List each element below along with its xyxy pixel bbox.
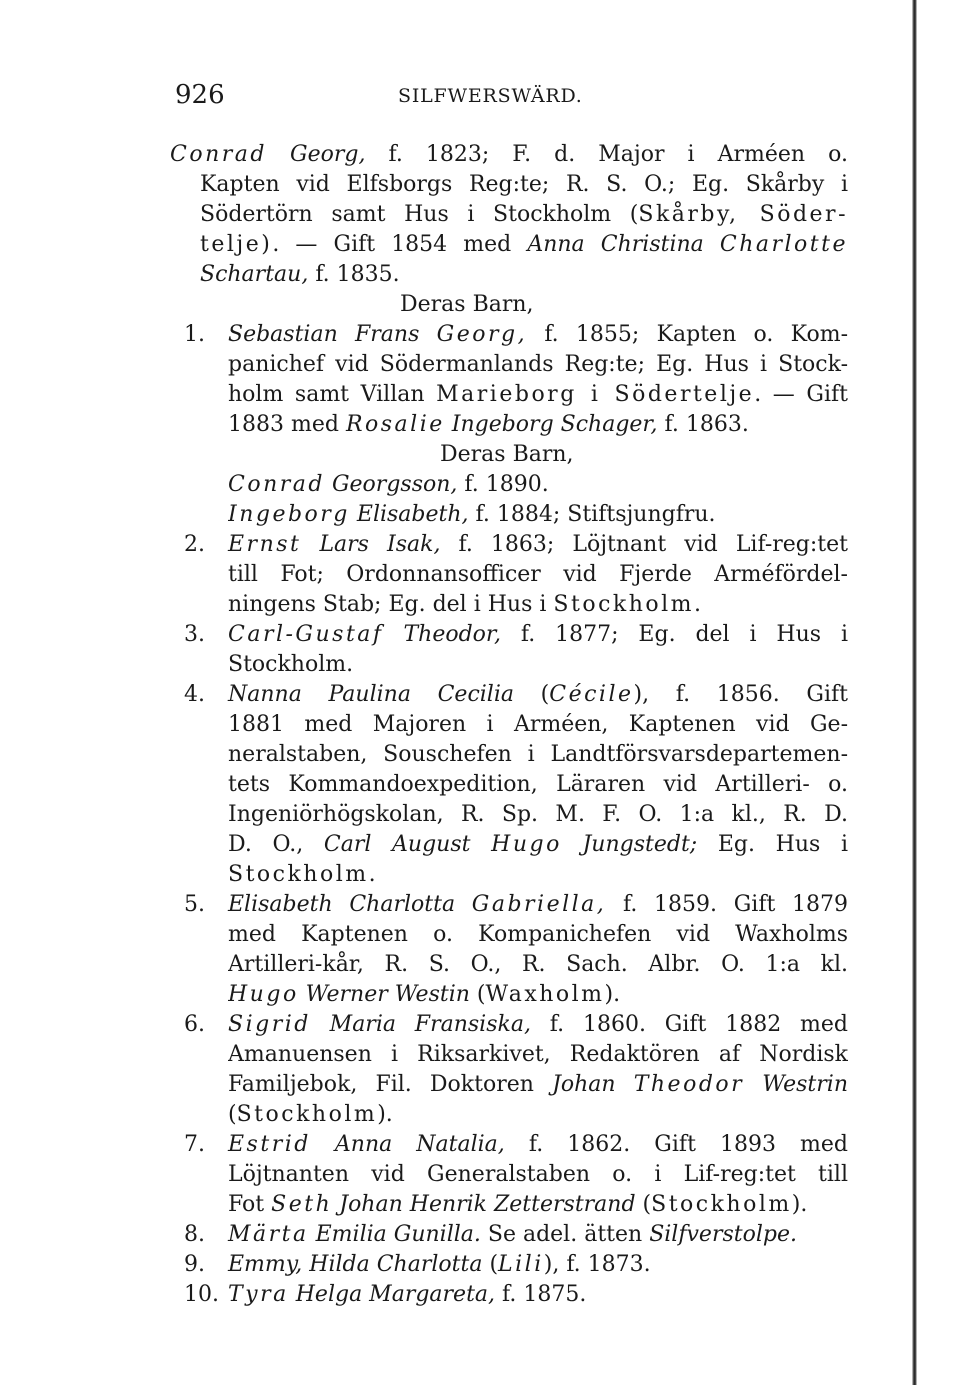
italic-name-text: Silfverstolpe. <box>649 1222 797 1247</box>
child-number: 10. <box>184 1282 219 1307</box>
text-segment: Artilleri-kår, R. S. O., R. Sach. Albr. O. 1:a kl. <box>228 952 848 977</box>
text-segment: ( <box>514 682 550 707</box>
page-number: 926 <box>175 80 225 110</box>
italic-name-text: Anna Natalia, <box>310 1132 505 1157</box>
italic-name-text: Helga Margareta, <box>288 1282 496 1307</box>
child-entry <box>0 1010 956 1130</box>
text-segment: Kapten vid Elfsborgs Reg:te; R. S. O.; Eg. Skårby i <box>200 172 848 197</box>
text-line <box>200 260 848 290</box>
text-segment: ( <box>228 1102 237 1127</box>
text-segment: 1883 med <box>228 412 346 437</box>
child-number: 7. <box>184 1132 205 1157</box>
text-segment: Södertörn samt Hus i Stockholm ( <box>200 202 639 227</box>
text-line <box>228 1190 848 1220</box>
text-segment: . — Gift 1854 med <box>272 232 528 257</box>
text-segment: Ingeniörhögskolan, R. Sp. M. F. O. 1:a kl., R. D. <box>228 802 848 827</box>
italic-name-text: Werner Westin <box>298 982 470 1007</box>
child-number: 9. <box>184 1252 205 1277</box>
text-line <box>228 650 848 680</box>
italic-name-text: Charlotte <box>719 232 848 257</box>
italic-name-text: Nanna Paulina Cecilia <box>228 682 514 707</box>
child-entry <box>0 1220 956 1250</box>
italic-name-text: Johan Henrik Zetterstrand <box>332 1192 636 1217</box>
text-segment: Se adel. ätten <box>480 1222 650 1247</box>
italic-name-text: Jungstedt; <box>561 832 698 857</box>
child-number: 6. <box>184 1012 205 1037</box>
page-text <box>0 140 956 1310</box>
text-segment: ). <box>604 982 621 1007</box>
text-line <box>228 860 848 890</box>
child-number: 4. <box>184 682 205 707</box>
text-segment: Skårby, Söder- <box>638 202 848 227</box>
section-heading: Deras Barn, <box>440 442 574 467</box>
text-segment: f. 1855; Kapten o. Kom- <box>527 322 848 347</box>
text-line <box>184 890 848 920</box>
italic-name-text: Schartau, <box>200 262 309 287</box>
italic-name-text: Lars Isak, <box>301 532 441 557</box>
text-line <box>184 1250 848 1280</box>
italic-name-text: Theodor <box>633 1072 745 1097</box>
text-line <box>184 620 848 650</box>
text-segment: f. 1823; F. d. Major i Arméen o. <box>365 142 848 167</box>
text-line <box>228 740 848 770</box>
text-line <box>228 500 848 530</box>
running-head-title: SILFWERSWÄRD. <box>398 85 583 107</box>
italic-name-text: Elisabeth Charlotta <box>228 892 472 917</box>
child-entry <box>0 1280 956 1310</box>
text-segment: holm samt Villan <box>228 382 437 407</box>
italic-name-text: Sigrid <box>228 1012 311 1037</box>
italic-name-text: Johan <box>552 1072 634 1097</box>
text-segment: panichef vid Södermanlands Reg:te; Eg. Hus i Stock- <box>228 352 848 377</box>
child-number: 3. <box>184 622 205 647</box>
text-segment: Eg. Hus i <box>697 832 848 857</box>
text-segment: Fot <box>228 1192 272 1217</box>
text-segment: f. 1860. Gift 1882 med <box>530 1012 848 1037</box>
italic-name-text: Ingeborg <box>228 502 350 527</box>
text-segment: D. O., <box>228 832 324 857</box>
grandchild-entry <box>0 470 956 500</box>
running-header <box>0 80 956 110</box>
italic-name-text: Emilia Gunilla. <box>308 1222 481 1247</box>
text-line <box>228 980 848 1010</box>
text-line <box>228 410 848 440</box>
text-line <box>184 1010 848 1040</box>
child-entry <box>0 1130 956 1220</box>
italic-name-text: Lili <box>498 1252 544 1277</box>
text-line <box>184 680 848 710</box>
italic-name-text: Hugo <box>491 832 562 857</box>
text-line <box>170 140 848 170</box>
child-number: 8. <box>184 1222 205 1247</box>
text-segment: f. 1877; Eg. del i Hus i <box>501 622 848 647</box>
text-segment: Stockholm <box>236 1102 378 1127</box>
child-number: 2. <box>184 532 205 557</box>
italic-name-text: Ernst <box>228 532 302 557</box>
italic-name-text: Maria Fransiska, <box>310 1012 531 1037</box>
text-segment: Waxholm <box>485 982 605 1007</box>
text-line <box>228 770 848 800</box>
text-segment: f. 1875. <box>495 1282 587 1307</box>
child-entry <box>0 530 956 620</box>
text-line <box>200 170 848 200</box>
person-entry <box>0 140 956 290</box>
text-segment: Stockholm. <box>228 652 354 677</box>
text-line <box>184 320 848 350</box>
child-entry <box>0 680 956 890</box>
child-entry <box>0 620 956 680</box>
italic-name-text: Georg, <box>266 142 366 167</box>
italic-name-text: Ingeborg Schager, <box>444 412 658 437</box>
child-entry <box>0 320 956 530</box>
text-segment: ( <box>469 982 486 1007</box>
italic-name-text: Elisabeth, <box>349 502 469 527</box>
text-segment: ( <box>482 1252 499 1277</box>
italic-name-text: Conrad <box>170 142 267 167</box>
text-segment: ( <box>635 1192 652 1217</box>
text-line <box>228 560 848 590</box>
text-segment: Löjtnanten vid Generalstaben o. i Lif-reg:tet till <box>228 1162 848 1187</box>
text-segment: f. 1890. <box>457 472 549 497</box>
text-line <box>200 230 848 260</box>
text-segment: med Kaptenen o. Kompanichefen vid Waxholms <box>228 922 848 947</box>
italic-name-text: Cécile <box>549 682 634 707</box>
text-segment: f. 1884; Stiftsjungfru. <box>468 502 716 527</box>
text-segment: f. 1862. Gift 1893 med <box>504 1132 848 1157</box>
text-segment: till Fot; Ordonnansofficer vid Fjerde Arméfördel- <box>228 562 848 587</box>
text-line <box>228 470 848 500</box>
text-line <box>228 710 848 740</box>
italic-name-text: Seth <box>271 1192 333 1217</box>
italic-name-text: Georg, <box>436 322 528 347</box>
text-line <box>228 1160 848 1190</box>
text-line <box>228 1040 848 1070</box>
text-line <box>228 920 848 950</box>
text-line <box>228 590 848 620</box>
grandchild-entry <box>0 500 956 530</box>
text-segment: f. 1863. <box>657 412 749 437</box>
text-line <box>228 350 848 380</box>
text-line <box>228 800 848 830</box>
italic-name-text: Rosalie <box>345 412 445 437</box>
text-segment: f. 1863; Löjtnant vid Lif-reg:tet <box>440 532 848 557</box>
text-line <box>228 1070 848 1100</box>
italic-name-text: Anna Christina <box>527 232 720 257</box>
text-segment: ). <box>377 1102 393 1127</box>
text-line <box>184 1220 848 1250</box>
text-line <box>184 530 848 560</box>
italic-name-text: Emmy, Hilda Charlotta <box>228 1252 483 1277</box>
text-line <box>228 380 848 410</box>
child-number: 5. <box>184 892 205 917</box>
text-segment: f. 1835. <box>308 262 400 287</box>
child-entry <box>0 1250 956 1280</box>
italic-name-text: Westrin <box>744 1072 848 1097</box>
text-segment: Marieborg i Södertelje <box>436 382 755 407</box>
italic-name-text: Märta <box>228 1222 309 1247</box>
italic-name-text: Carl August <box>323 832 492 857</box>
text-segment: Stockholm. <box>553 592 704 617</box>
text-segment: ningens Stab; Eg. del i Hus i <box>228 592 554 617</box>
text-line <box>228 830 848 860</box>
text-line <box>200 200 848 230</box>
text-segment: Amanuensen i Riksarkivet, Redaktören af Nordisk <box>228 1042 848 1067</box>
text-line <box>184 1280 848 1310</box>
italic-name-text: Estrid <box>228 1132 311 1157</box>
italic-name-text: Tyra <box>228 1282 289 1307</box>
text-segment: 1881 med Majoren i Arméen, Kaptenen vid Ge- <box>228 712 848 737</box>
child-entry <box>0 890 956 1010</box>
text-segment: tets Kommandoexpedition, Läraren vid Artilleri- o. <box>228 772 848 797</box>
text-segment: Familjebok, Fil. Doktoren <box>228 1072 553 1097</box>
italic-name-text: Hugo <box>228 982 299 1007</box>
child-number: 1. <box>184 322 205 347</box>
italic-name-text: Georgsson, <box>324 472 458 497</box>
section-heading: Deras Barn, <box>400 292 534 317</box>
text-segment: ), f. 1873. <box>543 1252 651 1277</box>
italic-name-text: Conrad <box>228 472 325 497</box>
italic-name-text: Gabriella, <box>471 892 607 917</box>
italic-name-text: Theodor, <box>383 622 501 647</box>
text-segment: telje) <box>200 232 273 257</box>
text-segment: ), f. 1856. Gift <box>633 682 848 707</box>
text-line <box>184 1130 848 1160</box>
text-segment: Stockholm <box>651 1192 792 1217</box>
text-segment: f. 1859. Gift 1879 <box>606 892 848 917</box>
text-line <box>228 1100 848 1130</box>
text-segment: . — Gift <box>754 382 848 407</box>
text-segment: Stockholm. <box>228 862 379 887</box>
italic-name-text: Carl-Gustaf <box>228 622 384 647</box>
text-line <box>228 950 848 980</box>
text-segment: neralstaben, Souschefen i Landtförsvarsdepartemen- <box>228 742 848 767</box>
text-segment: ). <box>791 1192 808 1217</box>
italic-name-text: Sebastian Frans <box>228 322 437 347</box>
